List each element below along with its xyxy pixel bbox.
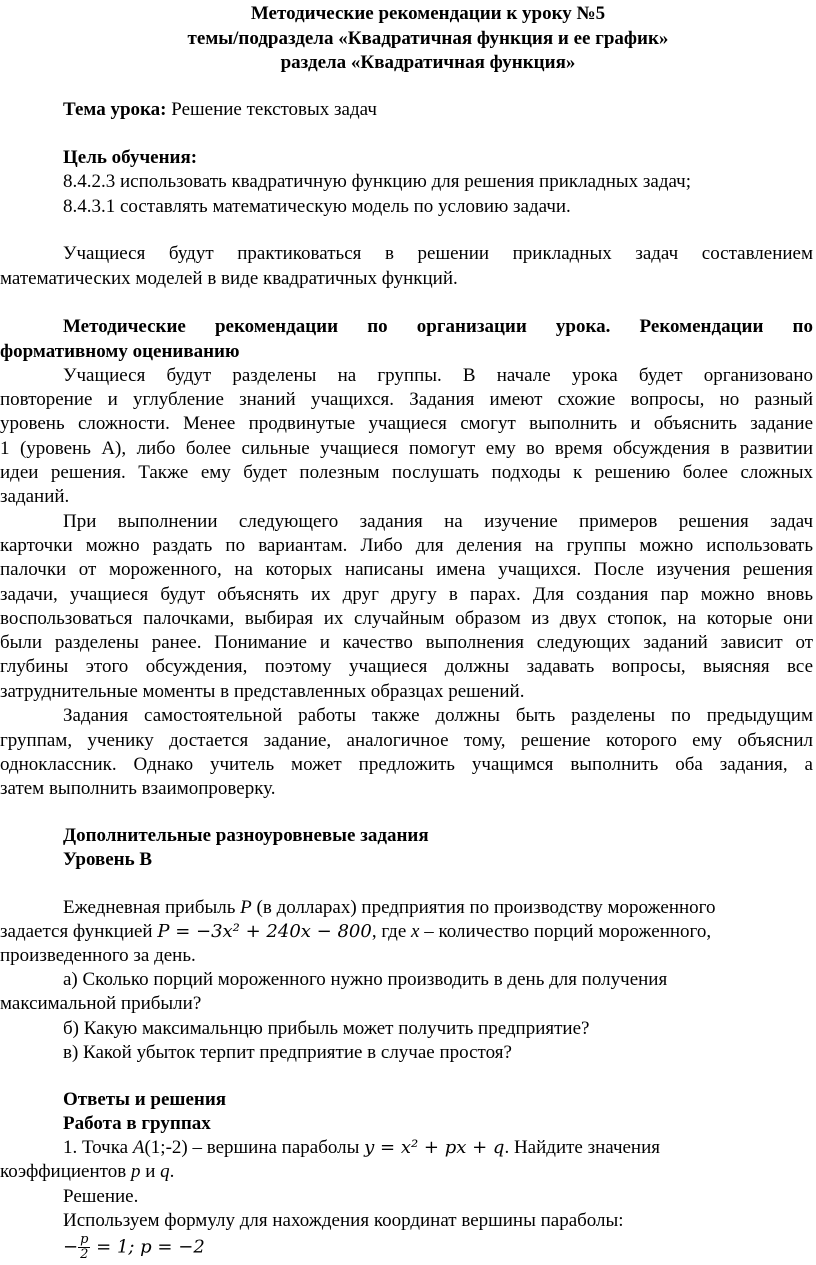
answer-text: .: [169, 1161, 175, 1182]
answers-heading: Ответы и решения: [63, 1089, 227, 1110]
task-text: – количество порций мороженного,: [419, 921, 712, 942]
methods-heading-line-2: формативному оцениванию: [0, 341, 240, 362]
answer-text: 1. Точка: [63, 1137, 133, 1158]
fraction: [78, 1233, 90, 1262]
p3-line-2: группам, ученику достается задание, аналогичное тому, решение которого ему объяснил: [0, 730, 813, 751]
variable-p: P: [240, 897, 252, 918]
coef-q: q: [160, 1161, 170, 1182]
answer-text: (1;-2) – вершина параболы: [144, 1137, 365, 1158]
answer-text: . Найдите значения: [504, 1137, 661, 1158]
p2-line-3: палочки от мороженного, на которых написаны имена учащихся. После изучения решения: [0, 559, 813, 580]
task-text: Ежедневная прибыль: [63, 897, 241, 918]
answer-text: и: [140, 1161, 161, 1182]
doc-title-line-2: темы/подраздела «Квадратичная функция и ее график»: [187, 28, 669, 49]
variable-x: x: [411, 921, 420, 942]
p2-line-2: карточки можно раздать по вариантам. Либо для деления на группы можно использовать: [0, 535, 813, 556]
intro-line-1: Учащиеся будут практиковаться в решении прикладных задач составлением: [63, 243, 813, 264]
intro-line-2: математических моделей в виде квадратичных функций.: [0, 268, 458, 289]
task-text: , где: [371, 921, 412, 942]
p1-line-4: 1 (уровень А), либо более сильные учащиеся помогут ему во время обсуждения в развитии: [0, 438, 813, 459]
p3-line-4: затем выполнить взаимопроверку.: [0, 778, 276, 799]
p3-line-3: одноклассник. Однако учитель может предложить учащимся выполнить оба задания, а: [0, 754, 813, 775]
task-text: задается функцией: [0, 921, 158, 942]
coef-p: p: [130, 1161, 141, 1182]
task-line-1: [63, 896, 716, 920]
lesson-topic: [63, 98, 377, 122]
doc-title-line-1: Методические рекомендации к уроку №5: [250, 3, 606, 24]
parabola-formula: y = x² + px + q: [364, 1137, 505, 1158]
question-b: б) Какую максимальнцю прибыль может получить предприятие?: [63, 1018, 590, 1039]
p2-line-5: воспользоваться палочками, выбирая их случайным образом из двух стопок, на которые они: [0, 608, 813, 629]
p3-line-1: Задания самостоятельной работы также должны быть разделены по предыдущим: [63, 705, 813, 726]
question-a-line-2: максимальной прибыли?: [0, 993, 202, 1014]
doc-title-line-3: раздела «Квадратичная функция»: [280, 52, 576, 73]
answer-task-1-line-2: [0, 1160, 174, 1184]
p2-line-8: затруднительные моменты в представленных образцах решений.: [0, 681, 525, 702]
question-c: в) Какой убыток терпит предприятие в случае простоя?: [63, 1042, 512, 1063]
minus-sign: −: [63, 1236, 79, 1258]
p1-line-6: заданий.: [0, 486, 70, 507]
task-text: (в долларах) предприятия по производству мороженного: [251, 897, 716, 918]
goal-label: Цель обучения:: [63, 147, 198, 168]
task-line-3: произведенного за день.: [0, 945, 196, 966]
fraction-denominator: 2: [80, 1247, 89, 1262]
methods-heading-line-1: Методические рекомендации по организации урока. Рекомендации по: [63, 316, 813, 337]
answer-task-1-line-1: [63, 1136, 660, 1160]
p1-line-5: идеи решения. Также ему будет полезным послушать подходы к решению более сложных: [0, 462, 813, 483]
lesson-topic-value: Решение текстовых задач: [166, 99, 377, 120]
p2-line-6: были разделены ранее. Понимание и качество выполнения следующих заданий зависит от: [0, 632, 813, 653]
p1-line-1: Учащиеся будут разделены на группы. В начале урока будет организовано: [63, 365, 813, 386]
extra-level: Уровень В: [63, 849, 153, 870]
fraction-numerator: p: [80, 1232, 89, 1247]
solution-label: Решение.: [63, 1186, 139, 1207]
p2-line-1: При выполнении следующего задания на изучение примеров решения задач: [63, 511, 813, 532]
question-a-line-1: а) Сколько порций мороженного нужно производить в день для получения: [63, 969, 668, 990]
goal-item-2: 8.4.3.1 составлять математическую модель по условию задачи.: [63, 196, 571, 217]
extra-heading: Дополнительные разноуровневые задания: [63, 825, 429, 846]
goal-item-1: 8.4.2.3 использовать квадратичную функцию для решения прикладных задач;: [63, 171, 691, 192]
equation-rest: = 1; p = −2: [90, 1236, 205, 1258]
point-a: A: [132, 1137, 145, 1158]
vertex-equation: [63, 1233, 205, 1262]
profit-formula: P = −3x² + 240x − 800: [157, 921, 372, 942]
p1-line-2: повторение и углубление знаний учащихся. Задания имеют схожие вопросы, но разный: [0, 389, 813, 410]
lesson-topic-label: Тема урока:: [63, 99, 167, 120]
formula-intro: Используем формулу для нахождения координат вершины параболы:: [63, 1210, 624, 1231]
task-line-2: [0, 920, 711, 944]
group-work-heading: Работа в группах: [63, 1113, 211, 1134]
p2-line-7: глубины этого обсуждения, поэтому учащиеся должны задавать вопросы, выясняя все: [0, 656, 813, 677]
p2-line-4: задачи, учащиеся будут объяснять их друг другу в парах. Для создания пар можно вновь: [0, 584, 813, 605]
answer-text: коэффициентов: [0, 1161, 131, 1182]
p1-line-3: уровень сложности. Менее продвинутые учащиеся смогут выполнить и объяснить задание: [0, 413, 813, 434]
